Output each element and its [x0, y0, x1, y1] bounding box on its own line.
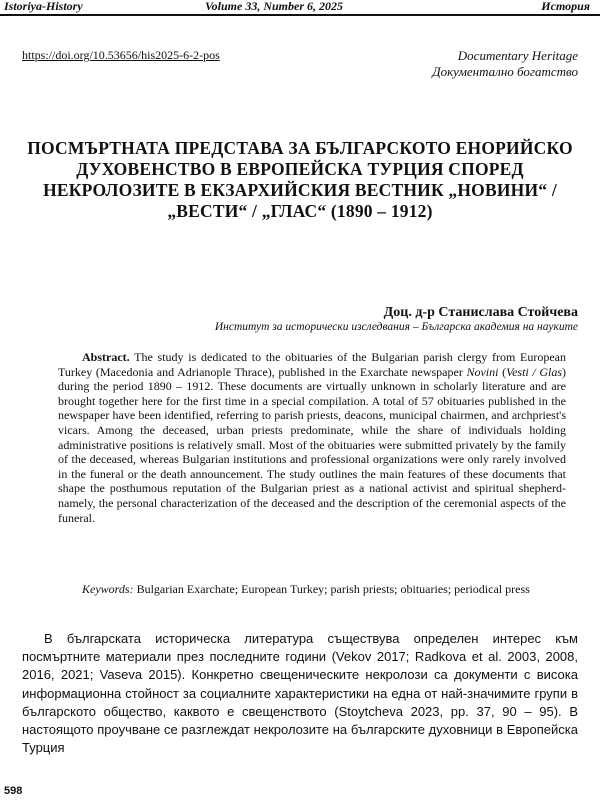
running-header — [0, 0, 600, 16]
volume-info: Volume 33, Number 6, 2025 — [205, 0, 344, 13]
abstract-text-3: ) during the period 1890 – 1912. These documents are virtually unknown in scholarly literature and are brought together here for the first time in a special compilation. A total of 57 obituaries published in the newspaper have been identified, referring to parish priests, deacons, municipal chairmen, and archpriest's vicars. Among the deceased, urban priests predominate, while the share of individuals holding administrative positions is relatively small. Most of the obituaries were submitted privately by the family of the deceased, whereas Bulgarian institutions and professional organizations were only rarely involved in the funeral or the death announcement. The study outlines the main features of these documents that shape the posthumous reputation of the Bulgarian priest as a national activist and spiritual shepherd-namely, the personal characterization of the deceased and the description of the ceremonial aspects of the funeral. — [58, 364, 566, 525]
author-affiliation: Институт за исторически изследвания – Българска академия на науките — [214, 321, 578, 333]
section-label-en: Documentary Heritage — [457, 48, 578, 63]
abstract-text-2: ( — [498, 364, 507, 379]
article-title: ПОСМЪРТНАТА ПРЕДСТАВА ЗА БЪЛГАРСКОТО ЕНОРИЙСКО ДУХОВЕНСТВО В ЕВРОПЕЙСКА ТУРЦИЯ СПОРЕД НЕКРОЛОЗИТЕ В ЕКЗАРХИЙСКИЯ ВЕСТНИК „НОВИНИ“ / „ВЕСТИ“ / „ГЛАС“ (1890 – 1912) — [27, 138, 573, 221]
abstract-text-1: The study is dedicated to the obituaries of the Bulgarian parish clergy from European Turkey (Macedonia and Adrianople Thrace), published in the Exarchate newspaper — [58, 350, 566, 379]
keywords — [58, 582, 578, 597]
abstract — [58, 350, 566, 525]
section-label — [432, 48, 578, 80]
journal-name: Istoriya-History — [4, 0, 83, 13]
author-name: Доц. д-р Станислава Стойчева — [383, 305, 578, 320]
abstract-label: Abstract. — [82, 350, 130, 364]
page-number: 598 — [4, 785, 23, 797]
body-paragraph: В българската историческа литература съществува определен интерес към посмъртните материали през последните години (Vekov 2017; Radkova et al. 2003, 2008, 2016, 2021; Vaseva 2015). Конкретно свещеническите некролози са документи с висока информационна стойност за социалните характеристики на една от най-значимите групи в българското общество, каквото е свещенството (Stoytcheva 2023, pp. 37, 90 – 95). В настоящото проучване се разглеждат некролозите на българските духовници в Европейска Турция — [22, 631, 578, 756]
keywords-text: Bulgarian Exarchate; European Turkey; parish priests; obituaries; periodical press — [133, 582, 530, 596]
abstract-newspaper-alt-names: Vesti / Glas — [506, 364, 562, 379]
keywords-label: Keywords: — [82, 582, 134, 596]
doi-link[interactable]: https://doi.org/10.53656/his2025-6-2-pos — [22, 48, 220, 62]
journal-name-bg: История — [541, 0, 590, 13]
abstract-newspaper-name: Novini — [466, 364, 499, 379]
section-label-bg: Документално богатство — [432, 64, 578, 79]
